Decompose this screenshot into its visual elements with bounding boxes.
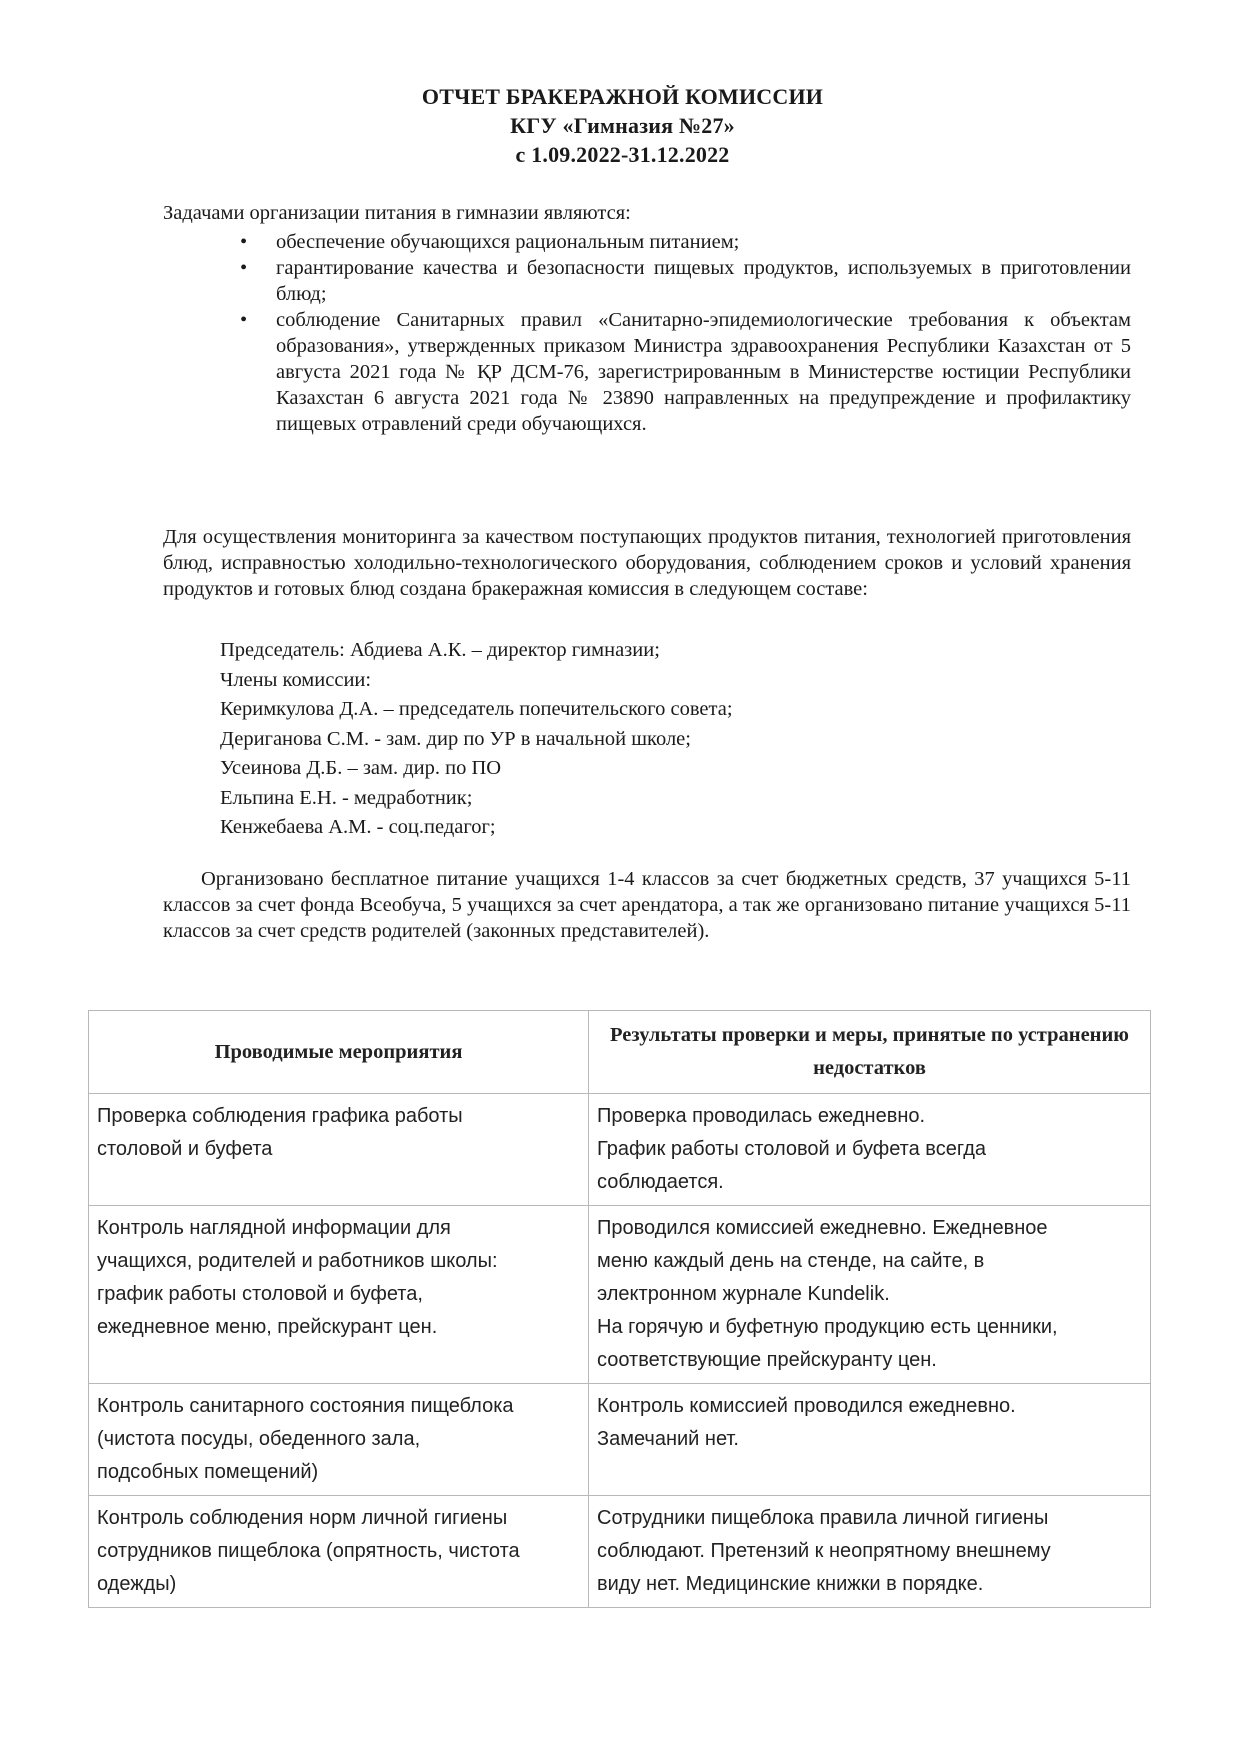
title-line-2: КГУ «Гимназия №27» [510, 113, 735, 138]
cell-line: столовой и буфета [97, 1138, 273, 1160]
cell-line: соблюдается. [597, 1171, 724, 1193]
commission-member: Кенжебаева А.М. - соц.педагог; [220, 816, 496, 838]
report-table [88, 1010, 1151, 1608]
cell-line: Сотрудники пищеблока правила личной гигиены [597, 1507, 1049, 1529]
commission-members-label: Члены комиссии: [220, 668, 372, 691]
cell-line: Проводился комиссией ежедневно. Ежедневное [597, 1217, 1048, 1239]
table-row [89, 1384, 1151, 1496]
bullet-icon: • [240, 309, 248, 331]
commission-chair: Председатель: Абдиева А.К. – директор гимназии; [220, 639, 660, 661]
bullet-icon: • [240, 257, 248, 279]
report-title [0, 82, 1245, 169]
result-cell [589, 1206, 1151, 1384]
cell-line: ежедневное меню, прейскурант цен. [97, 1316, 438, 1338]
cell-line: учащихся, родителей и работников школы: [97, 1250, 498, 1272]
event-cell [89, 1384, 589, 1496]
table-row [89, 1094, 1151, 1206]
cell-line: Проверка соблюдения графика работы [97, 1105, 463, 1127]
commission-member: Усеинова Д.Б. – зам. дир. по ПО [220, 757, 502, 779]
goal-item [238, 229, 1131, 255]
commission-list [220, 636, 733, 843]
result-cell [589, 1384, 1151, 1496]
event-cell [89, 1094, 589, 1206]
monitoring-paragraph: Для осуществления мониторинга за качеством поступающих продуктов питания, технологией приготовления блюд, исправностью холодильно-технологического оборудования, соблюдением сроков и условий хранения продуктов и готовых блюд создана бракеражная комиссия в следующем составе: [163, 526, 1131, 600]
cell-line: Контроль комиссией проводился ежедневно. [597, 1395, 1016, 1417]
cell-line: (чистота посуды, обеденного зала, [97, 1428, 421, 1450]
result-cell [589, 1094, 1151, 1206]
table-header-row [89, 1011, 1151, 1094]
commission-member: Дериганова С.М. - зам. дир по УР в начальной школе; [220, 727, 691, 750]
title-line-1: ОТЧЕТ БРАКЕРАЖНОЙ КОМИССИИ [421, 84, 824, 109]
table-row [89, 1496, 1151, 1608]
food-paragraph: Организовано бесплатное питание учащихся 1-4 классов за счет бюджетных средств, 37 учащихся 5-11 классов за счет фонда Всеобуча, 5 учащихся за счет арендатора, а так же организовано питание учащихся 5-11 классов за счет средств родителей (законных представителей). [163, 868, 1131, 942]
cell-line: График работы столовой и буфета всегда [597, 1138, 987, 1160]
goal-text: гарантирование качества и безопасности пищевых продуктов, используемых в приготовлении блюд; [276, 257, 1131, 305]
bullet-icon: • [240, 231, 248, 253]
goals-intro: Задачами организации питания в гимназии являются: [163, 202, 631, 224]
cell-line: подсобных помещений) [97, 1461, 319, 1483]
header-results: Результаты проверки и меры, принятые по устранению недостатков [589, 1011, 1151, 1094]
goal-item [238, 255, 1131, 307]
cell-line: соблюдают. Претензий к неопрятному внешнему [597, 1540, 1051, 1562]
cell-line: сотрудников пищеблока (опрятность, чистота [97, 1540, 520, 1562]
cell-line: На горячую и буфетную продукцию есть ценники, [597, 1316, 1058, 1338]
cell-line: меню каждый день на стенде, на сайте, в [597, 1250, 985, 1272]
cell-line: Контроль соблюдения норм личной гигиены [97, 1507, 508, 1529]
goal-text: обеспечение обучающихся рациональным питанием; [276, 231, 740, 253]
cell-line: соответствующие прейскуранту цен. [597, 1349, 937, 1371]
table-row [89, 1206, 1151, 1384]
goal-item [238, 307, 1131, 437]
goals-list [238, 229, 1131, 437]
event-cell [89, 1496, 589, 1608]
commission-member: Ельпина Е.Н. - медработник; [220, 786, 473, 809]
cell-line: электронном журнале Kundelik. [597, 1283, 890, 1305]
cell-line: одежды) [97, 1573, 177, 1595]
cell-line: Проверка проводилась ежедневно. [597, 1105, 926, 1127]
cell-line: Замечаний нет. [597, 1428, 739, 1450]
title-line-3: с 1.09.2022-31.12.2022 [515, 142, 730, 167]
result-cell [589, 1496, 1151, 1608]
goal-text: соблюдение Санитарных правил «Санитарно-эпидемиологические требования к объектам образования», утвержденных приказом Министра здравоохранения Республики Казахстан от 5 августа 2021 года № ҚР ДСМ-76, зарегистрированным в Министерстве юстиции Республики Казахстан 6 августа 2021 года № 23890 направленных на предупреждение и профилактику пищевых отравлений среди обучающихся. [276, 309, 1131, 435]
cell-line: Контроль санитарного состояния пищеблока [97, 1395, 514, 1417]
commission-member: Керимкулова Д.А. – председатель попечительского совета; [220, 698, 733, 720]
cell-line: виду нет. Медицинские книжки в порядке. [597, 1573, 984, 1595]
cell-line: график работы столовой и буфета, [97, 1283, 423, 1305]
cell-line: Контроль наглядной информации для [97, 1217, 451, 1239]
header-events: Проводимые мероприятия [89, 1011, 589, 1094]
event-cell [89, 1206, 589, 1384]
